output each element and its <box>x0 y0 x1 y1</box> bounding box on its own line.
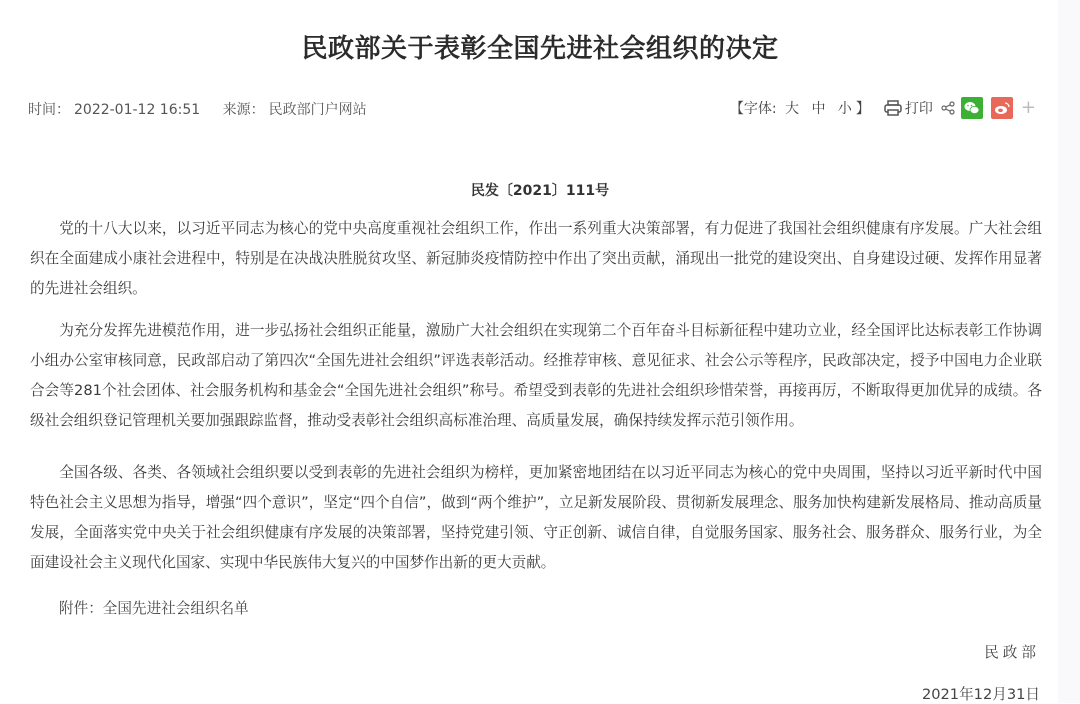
font-size-large-button[interactable]: 大 <box>785 101 799 117</box>
paragraph-2: 为充分发挥先进模范作用，进一步弘扬社会组织正能量，激励广大社会组织在实现第二个百年奋斗目标新征程中建功立业，经全国评比达标表彰工作协调小组办公室审核同意，民政部启动了第四次“全国先进社会组织”评选表彰活动。经推荐审核、意见征求、社会公示等程序，民政部决定，授予中国电力企业联合会等281个社会团体、社会服务机构和基金会“全国先进社会组织”称号。希望受到表彰的先进社会组织珍惜荣誉，再接再厉，不断取得更加优异的成绩。各级社会组织登记管理机关要加强跟踪监督，推动受表彰社会组织高标准治理、高质量发展，确保持续发挥示范引领作用。 <box>30 322 1042 429</box>
paragraph-3: 全国各级、各类、各领域社会组织要以受到表彰的先进社会组织为榜样，更加紧密地团结在以习近平同志为核心的党中央周围，坚持以习近平新时代中国特色社会主义思想为指导，增强“四个意识”，坚定“四个自信”，做到“两个维护”，立足新发展阶段、贯彻新发展理念、服务加快构建新发展格局、推动高质量发展，全面落实党中央关于社会组织健康有序发展的决策部署，坚持党建引领、守正创新、诚信自律，自觉服务国家、服务社会、服务群众、服务行业，为全面建设社会主义现代化国家、实现中华民族伟大复兴的中国梦作出新的更大贡献。 <box>30 464 1042 571</box>
print-button[interactable] <box>884 98 933 118</box>
signature-date: 2021年12月31日 <box>921 686 1040 703</box>
time-label: 时间： <box>28 102 70 118</box>
article-toolbar <box>730 96 1036 120</box>
font-size-small-button[interactable]: 小 <box>837 101 852 117</box>
source-label: 来源： <box>222 102 265 118</box>
font-size-suffix: 】 <box>855 101 870 117</box>
print-label: 打印 <box>904 101 933 117</box>
signature: 民政部 <box>984 644 1040 661</box>
font-size-prefix: 【字体: <box>729 101 777 117</box>
article-title: 民政部关于表彰全国先进社会组织的决定 <box>301 34 779 64</box>
printer-icon <box>884 100 902 116</box>
source-value: 民政部门户网站 <box>268 102 367 118</box>
more-share-button[interactable]: + <box>1020 97 1036 118</box>
weibo-share-button[interactable] <box>991 97 1013 119</box>
article-meta <box>28 99 385 119</box>
font-size-medium-button[interactable]: 中 <box>811 101 826 117</box>
share-button[interactable] <box>941 101 955 115</box>
time-value: 2022-01-12 16:51 <box>74 102 201 118</box>
wechat-icon <box>964 101 980 115</box>
wechat-share-button[interactable] <box>961 97 983 119</box>
attachment-link[interactable]: 附件：全国先进社会组织名单 <box>59 600 249 617</box>
weibo-icon <box>994 101 1010 115</box>
document-number: 民发〔2021〕111号 <box>470 183 610 199</box>
font-size-selector <box>730 98 870 118</box>
share-icon <box>941 101 955 115</box>
paragraph-1: 党的十八大以来，以习近平同志为核心的党中央高度重视社会组织工作，作出一系列重大决策部署，有力促进了我国社会组织健康有序发展。广大社会组织在全面建成小康社会进程中，特别是在决战决胜脱贫攻坚、新冠肺炎疫情防控中作出了突出贡献，涌现出一批党的建设突出、自身建设过硬、发挥作用显著的先进社会组织。 <box>30 220 1042 297</box>
